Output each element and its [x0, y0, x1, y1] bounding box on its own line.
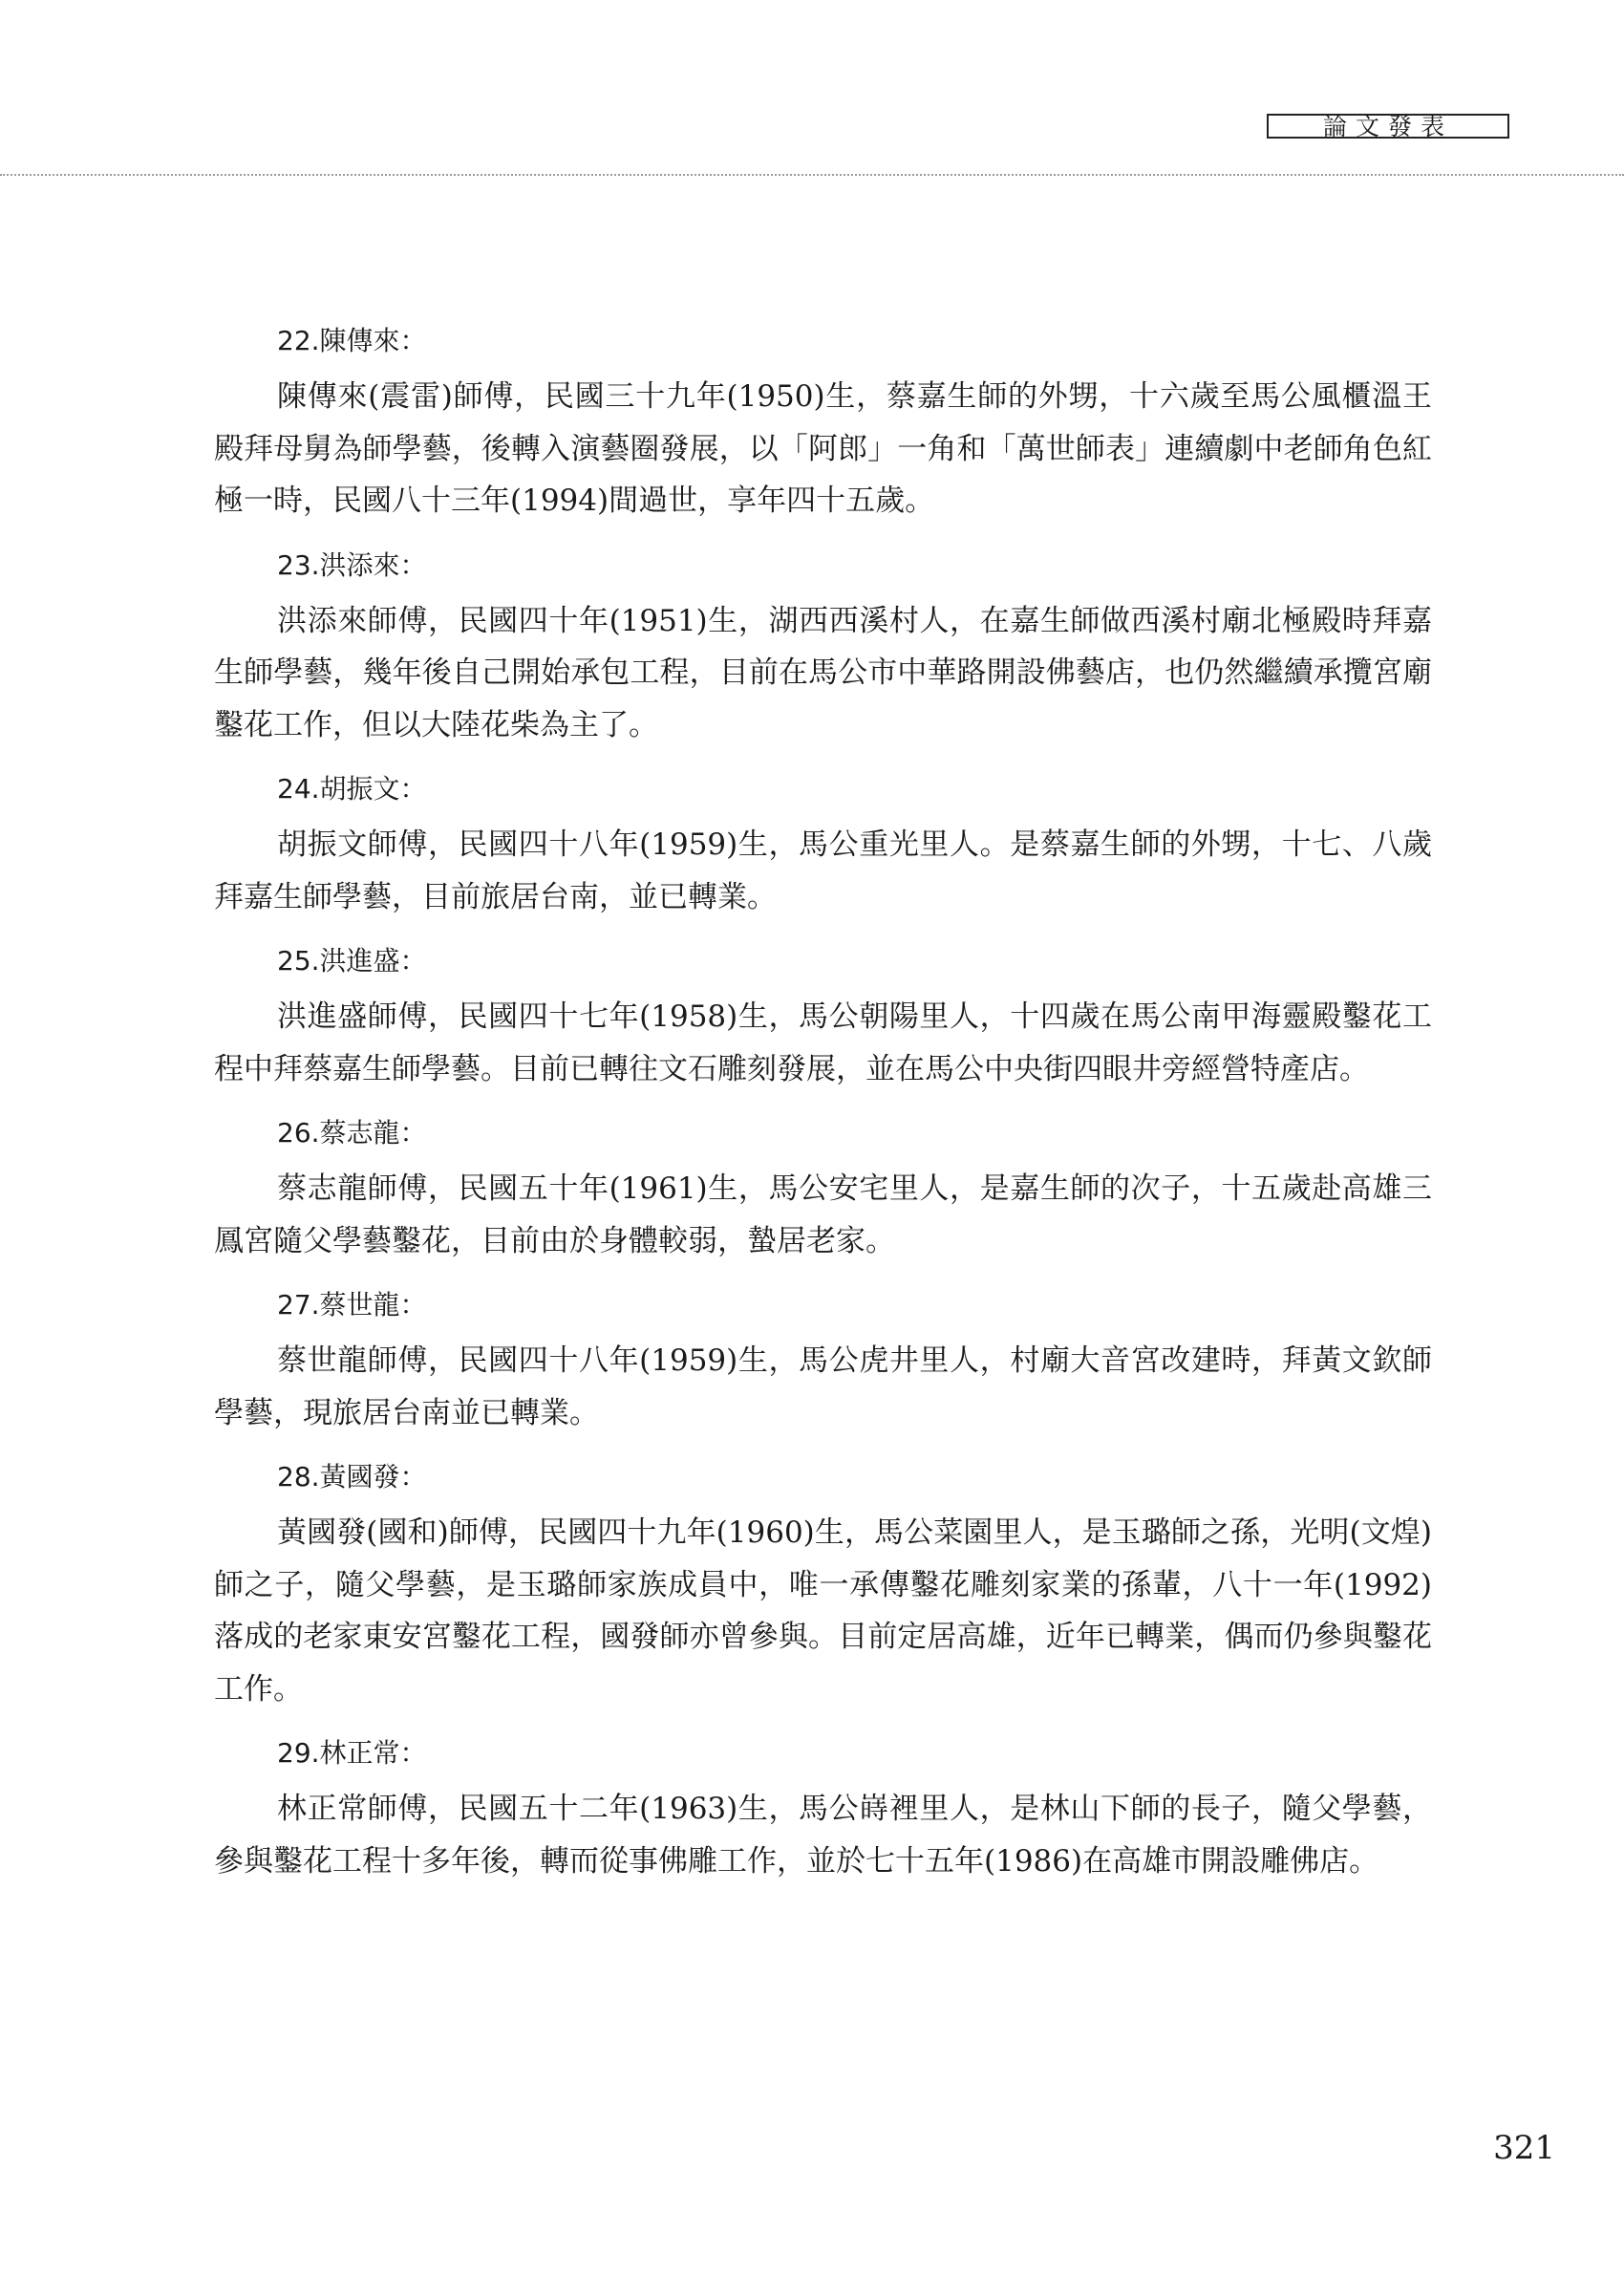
entry-paragraph: 陳傳來(震雷)師傅，民國三十九年(1950)生，蔡嘉生師的外甥，十六歲至馬公風櫃溫王殿拜母舅為師學藝，後轉入演藝圈發展，以「阿郎」一角和「萬世師表」連續劇中老師角色紅極一時，民國八十三年(1994)間過世，享年四十五歲。	[214, 379, 1432, 518]
entry-heading: 24.胡振文：	[277, 773, 427, 805]
page-number: 321	[1493, 2129, 1555, 2167]
entry-heading: 22.陳傳來：	[277, 325, 427, 356]
header-divider	[0, 174, 1624, 176]
entry-24	[214, 759, 1432, 923]
entry-paragraph: 蔡世龍師傅，民國四十八年(1959)生，馬公虎井里人，村廟大音宮改建時，拜黃文欽師學藝，現旅居台南並已轉業。	[214, 1343, 1432, 1430]
entry-paragraph: 黃國發(國和)師傅，民國四十九年(1960)生，馬公菜園里人，是玉璐師之孫，光明(文煌)師之子，隨父學藝，是玉璐師家族成員中，唯一承傳鑿花雕刻家業的孫輩，八十一年(1992)落成的老家東安宮鑿花工程，國發師亦曾參與。目前定居高雄，近年已轉業，偶而仍參與鑿花工作。	[214, 1515, 1432, 1707]
entry-heading: 26.蔡志龍：	[277, 1117, 427, 1149]
entry-heading: 29.林正常：	[277, 1737, 427, 1769]
entry-heading: 27.蔡世龍：	[277, 1289, 427, 1321]
entry-paragraph: 洪添來師傅，民國四十年(1951)生，湖西西溪村人，在嘉生師做西溪村廟北極殿時拜嘉生師學藝，幾年後自己開始承包工程，目前在馬公市中華路開設佛藝店，也仍然繼續承攬宮廟鑿花工作，但以大陸花柴為主了。	[214, 603, 1432, 742]
article-body	[214, 311, 1432, 1895]
entry-paragraph: 胡振文師傅，民國四十八年(1959)生，馬公重光里人。是蔡嘉生師的外甥，十七、八歲拜嘉生師學藝，目前旅居台南，並已轉業。	[214, 827, 1432, 914]
entry-22	[214, 311, 1432, 527]
entry-26	[214, 1103, 1432, 1267]
entry-paragraph: 洪進盛師傅，民國四十七年(1958)生，馬公朝陽里人，十四歲在馬公南甲海靈殿鑿花工程中拜蔡嘉生師學藝。目前已轉往文石雕刻發展，並在馬公中央街四眼井旁經營特產店。	[214, 999, 1432, 1086]
entry-heading: 23.洪添來：	[277, 548, 427, 581]
entry-paragraph: 蔡志龍師傅，民國五十年(1961)生，馬公安宅里人，是嘉生師的次子，十五歲赴高雄三鳳宮隨父學藝鑿花，目前由於身體較弱，蟄居老家。	[214, 1171, 1432, 1258]
entry-29	[214, 1723, 1432, 1887]
entry-28	[214, 1447, 1432, 1715]
entry-paragraph: 林正常師傅，民國五十二年(1963)生，馬公嵵裡里人，是林山下師的長子，隨父學藝，參與鑿花工程十多年後，轉而從事佛雕工作，並於七十五年(1986)在高雄市開設雕佛店。	[214, 1792, 1432, 1879]
entry-heading: 28.黃國發：	[277, 1461, 427, 1493]
entry-heading: 25.洪進盛：	[277, 945, 427, 977]
section-label: 論文發表	[1267, 114, 1509, 139]
entry-27	[214, 1275, 1432, 1439]
entry-23	[214, 535, 1432, 752]
entry-25	[214, 931, 1432, 1095]
